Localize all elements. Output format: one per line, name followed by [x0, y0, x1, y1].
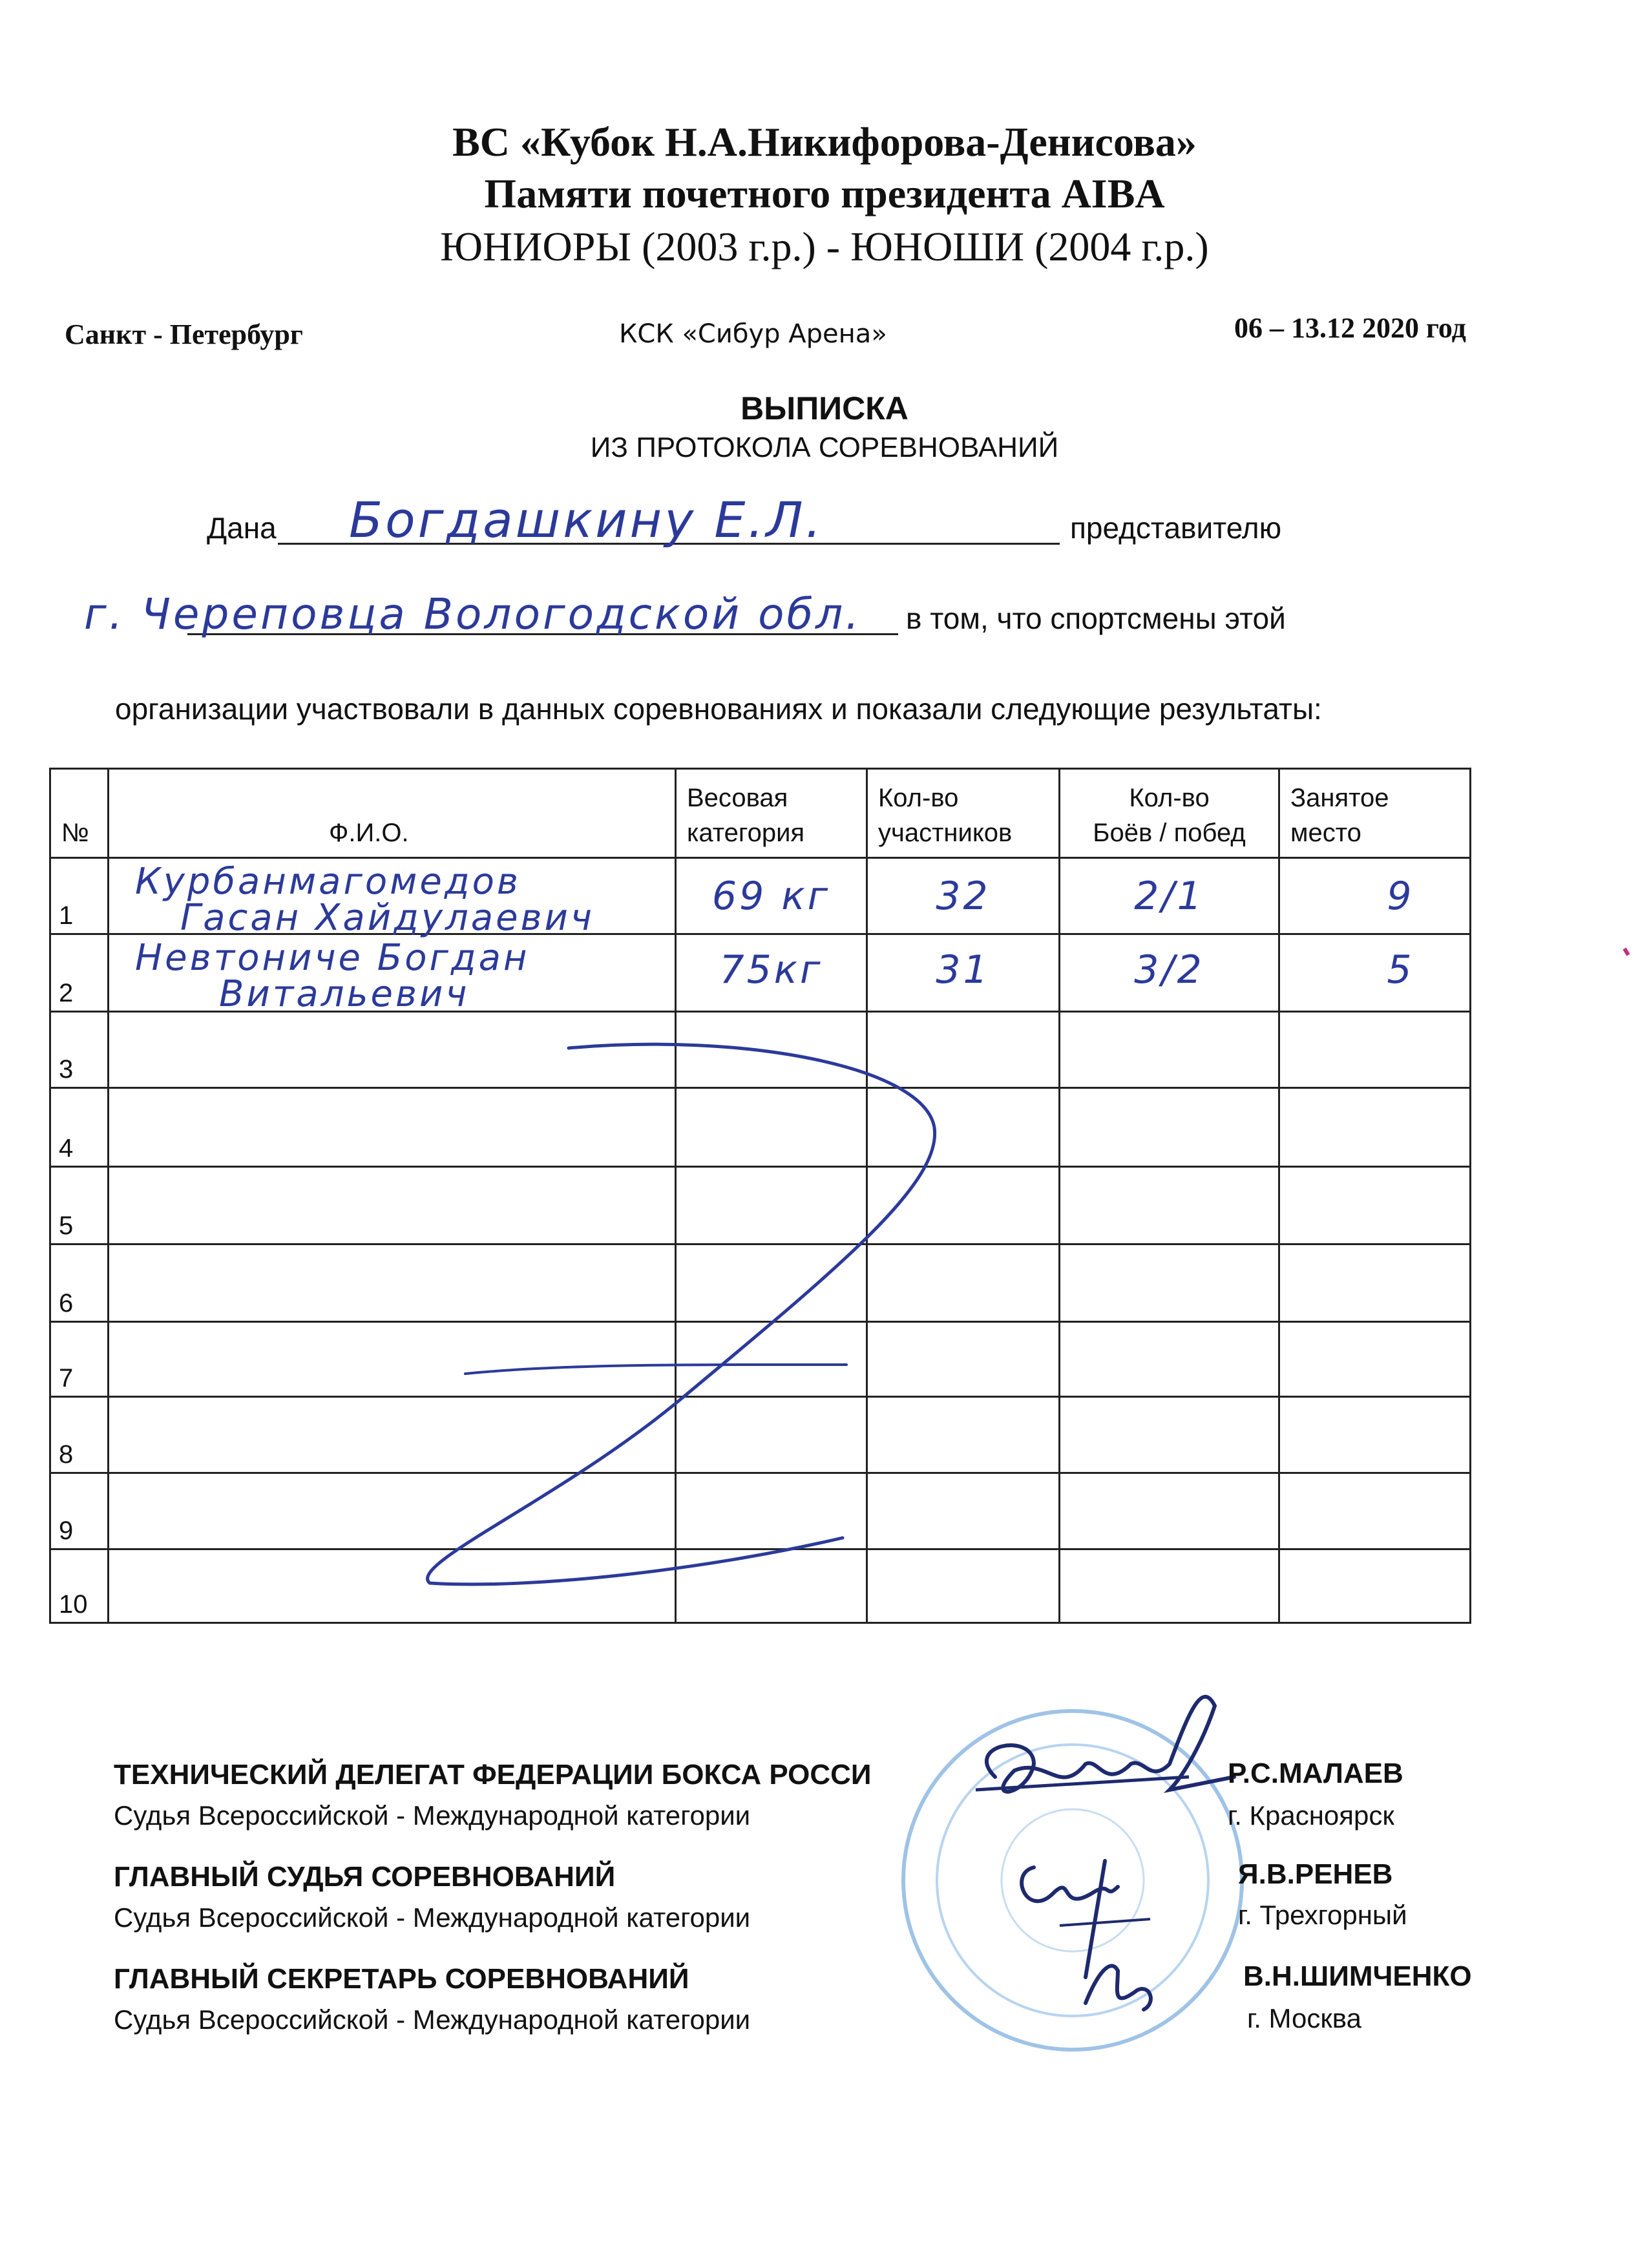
athlete-name: Курбанмагомедов Гасан Хайдулаевич — [109, 858, 676, 934]
athlete-place: 5 — [1279, 934, 1471, 1012]
signatory-1-title: ТЕХНИЧЕСКИЙ ДЕЛЕГАТ ФЕДЕРАЦИИ БОКСА РОССИ — [114, 1759, 872, 1790]
signatory-1-city: г. Красноярск — [1228, 1800, 1394, 1831]
col-place: Занятое место — [1279, 769, 1471, 858]
signature-marks — [956, 1667, 1292, 2029]
signatory-2-city: г. Трехгорный — [1238, 1900, 1407, 1930]
city: Санкт - Петербург — [65, 319, 303, 350]
table-row: 1 Курбанмагомедов Гасан Хайдулаевич 69 кг 32 2/1 9 — [50, 858, 1471, 934]
athlete-bouts: 2/1 — [1060, 858, 1279, 934]
athlete-weight: 69 кг — [676, 858, 867, 934]
signatory-2-title: ГЛАВНЫЙ СУДЬЯ СОРЕВНОВАНИЙ — [114, 1861, 616, 1893]
athlete-participants: 32 — [867, 858, 1060, 934]
table-row: 10 — [50, 1549, 1471, 1623]
col-participants: Кол-во участников — [867, 769, 1060, 858]
athlete-bouts: 3/2 — [1060, 934, 1279, 1012]
venue: КСК «Сибур Арена» — [619, 319, 887, 349]
athletes-text: в том, что спортсмены этой — [906, 602, 1286, 635]
table-row: 4 — [50, 1088, 1471, 1167]
table-row: 9 — [50, 1473, 1471, 1549]
recipient-handwritten: Богдашкину Е.Л. — [349, 491, 824, 549]
athlete-weight: 75кг — [676, 934, 867, 1012]
signatory-1-name: Р.С.МАЛАЕВ — [1228, 1758, 1403, 1789]
table-row: 2 Невтониче Богдан Витальевич 75кг 31 3/2 5 — [50, 934, 1471, 1012]
table-row: 3 — [50, 1012, 1471, 1088]
signatory-3-subtitle: Судья Всероссийской - Международной категории — [114, 2004, 751, 2035]
organization-handwritten: г. Череповца Вологодской обл. — [84, 589, 862, 639]
table-row: 7 — [50, 1322, 1471, 1397]
table-row: 6 — [50, 1244, 1471, 1322]
col-weight: Весовая категория — [676, 769, 867, 858]
signatory-2-name: Я.В.РЕНЕВ — [1238, 1858, 1393, 1890]
athlete-place: 9 — [1279, 858, 1471, 934]
signatory-3-city: г. Москва — [1247, 2003, 1361, 2033]
table-row: 8 — [50, 1397, 1471, 1473]
col-fio: Ф.И.О. — [109, 769, 676, 858]
issued-label: Дана — [207, 511, 277, 545]
signatory-3-name: В.Н.ШИМЧЕНКО — [1243, 1960, 1472, 1992]
signatory-1-subtitle: Судья Всероссийской - Международной категории — [114, 1800, 751, 1831]
dates: 06 – 13.12 2020 год — [1234, 312, 1466, 344]
results-intro: организации участвовали в данных соревнованиях и показали следующие результаты: — [115, 692, 1322, 726]
signatory-3-title: ГЛАВНЫЙ СЕКРЕТАРЬ СОРЕВНОВАНИЙ — [114, 1963, 689, 1995]
extract-subtitle: ИЗ ПРОТОКОЛА СОРЕВНОВАНИЙ — [590, 432, 1059, 463]
age-groups: ЮНИОРЫ (2003 г.р.) - ЮНОШИ (2004 г.р.) — [440, 224, 1209, 269]
col-bouts: Кол-во Боёв / побед — [1060, 769, 1279, 858]
athlete-name: Невтониче Богдан Витальевич — [109, 934, 676, 1012]
signatory-2-subtitle: Судья Всероссийской - Международной категории — [114, 1902, 751, 1933]
table-row: 5 — [50, 1167, 1471, 1244]
tournament-subtitle: Памяти почетного президента AIBA — [484, 171, 1165, 216]
extract-title: ВЫПИСКА — [740, 390, 909, 426]
tournament-title: ВС «Кубок Н.А.Никифорова-Денисова» — [452, 119, 1197, 165]
representative-label: представителю — [1070, 511, 1282, 545]
col-num: № — [50, 769, 109, 858]
athlete-participants: 31 — [867, 934, 1060, 1012]
